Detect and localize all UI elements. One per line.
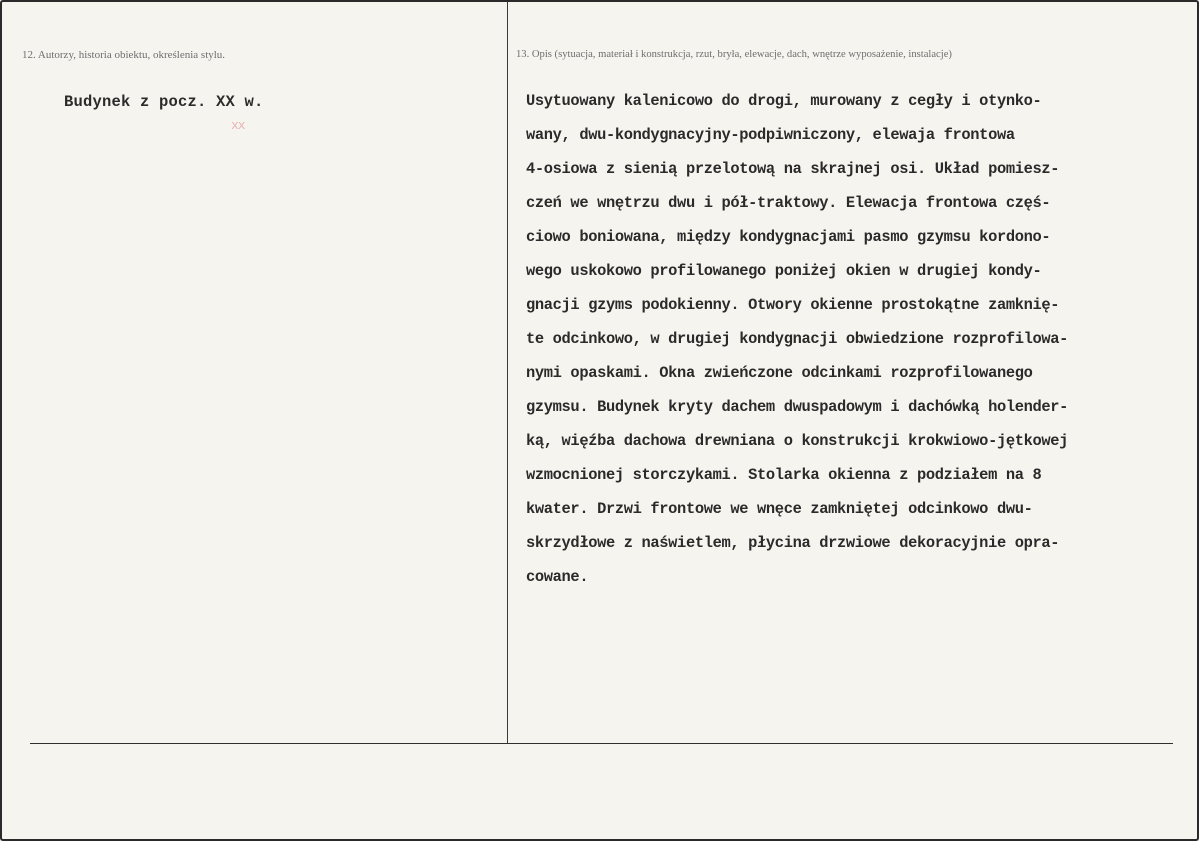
description-line: nymi opaskami. Okna zwieńczone odcinkami rozprofilowanego xyxy=(526,364,1033,382)
description-text xyxy=(526,84,1176,594)
description-label: 13. Opis (sytuacja, materiał i konstrukcja, rzut, bryła, elewacje, dach, wnętrze wyposażenie, instalacje) xyxy=(516,49,952,60)
column-divider xyxy=(507,2,508,744)
description-line: ką, więźba dachowa drewniana o konstrukcji krokwiowo-jętkowej xyxy=(526,432,1069,450)
red-correction-mark: xx xyxy=(231,118,245,133)
description-line: wany, dwu-kondygnacyjny-podpiwniczony, elewaja frontowa xyxy=(526,126,1015,144)
description-line: czeń we wnętrzu dwu i pół-traktowy. Elewacja frontowa częś- xyxy=(526,194,1051,212)
description-line: kwater. Drzwi frontowe we wnęce zamkniętej odcinkowo dwu- xyxy=(526,500,1033,518)
description-line: wzmocnionej storczykami. Stolarka okienna z podziałem na 8 xyxy=(526,466,1042,484)
description-line: gnacji gzyms podokienny. Otwory okienne prostokątne zamknię- xyxy=(526,296,1060,314)
building-date-text: Budynek z pocz. XX w. xyxy=(64,93,264,111)
description-line: te odcinkowo, w drugiej kondygnacji obwiedzione rozprofilowa- xyxy=(526,330,1069,348)
description-line: skrzydłowe z naświetlem, płycina drzwiowe dekoracyjnie opra- xyxy=(526,534,1060,552)
description-line: cowane. xyxy=(526,568,589,586)
description-line: gzymsu. Budynek kryty dachem dwuspadowym i dachówką holender- xyxy=(526,398,1069,416)
authors-history-style-label: 12. Autorzy, historia obiektu, określenia stylu. xyxy=(22,49,226,61)
description-line: ciowo boniowana, między kondygnacjami pasmo gzymsu kordono- xyxy=(526,228,1051,246)
bottom-rule xyxy=(30,743,1173,744)
description-line: Usytuowany kalenicowo do drogi, murowany z cegły i otynko- xyxy=(526,92,1042,110)
description-line: 4-osiowa z sienią przelotową na skrajnej osi. Układ pomiesz- xyxy=(526,160,1060,178)
description-line: wego uskokowo profilowanego poniżej okien w drugiej kondy- xyxy=(526,262,1042,280)
